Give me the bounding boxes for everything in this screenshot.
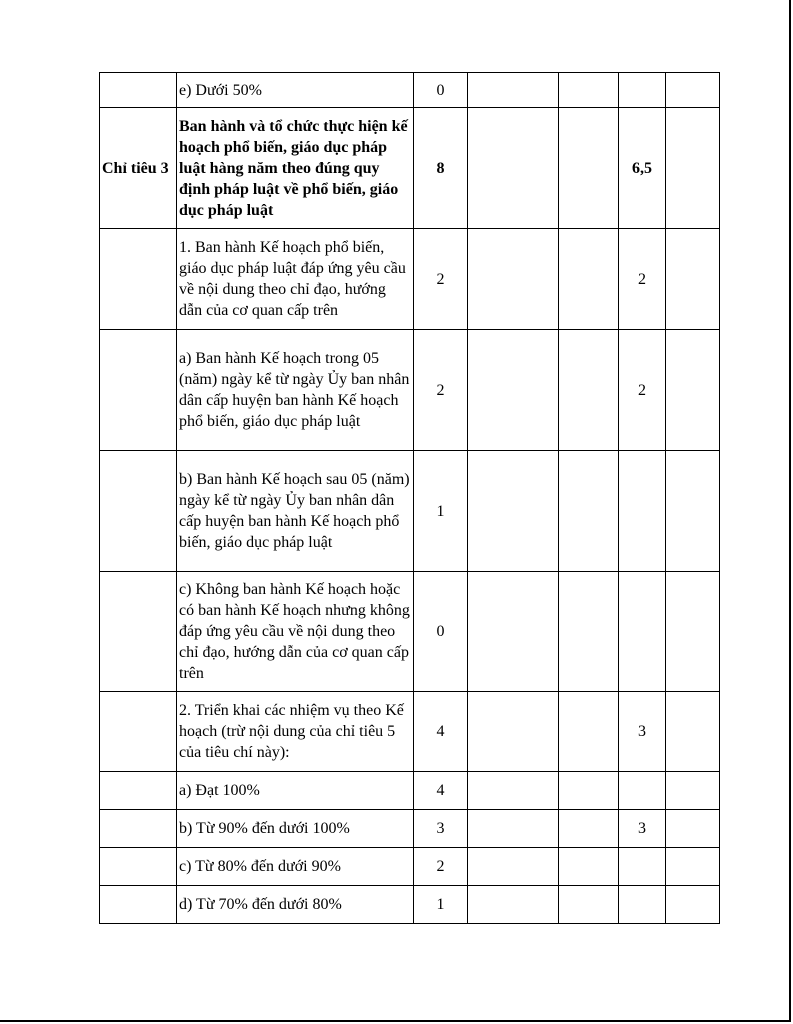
row-col7-cell — [666, 572, 720, 692]
row-score-cell — [619, 886, 666, 924]
table-row — [100, 886, 720, 924]
row-max-score-cell: 3 — [414, 810, 468, 848]
table-row — [100, 572, 720, 692]
row-stt-cell — [100, 229, 177, 330]
row-col5-cell — [559, 451, 619, 572]
row-max-score-cell: 2 — [414, 848, 468, 886]
table-row — [100, 848, 720, 886]
row-col7-cell — [666, 73, 720, 108]
row-max-score-cell: 2 — [414, 330, 468, 451]
row-content-cell: 1. Ban hành Kế hoạch phổ biến, giáo dục pháp luật đáp ứng yêu cầu về nội dung theo chỉ đạo, hướng dẫn của cơ quan cấp trên — [177, 229, 414, 330]
row-max-score-cell: 1 — [414, 451, 468, 572]
row-max-score-cell: 0 — [414, 572, 468, 692]
row-col4-cell — [468, 572, 559, 692]
row-max-score-cell: 2 — [414, 229, 468, 330]
row-content-cell: b) Ban hành Kế hoạch sau 05 (năm) ngày kể từ ngày Ủy ban nhân dân cấp huyện ban hành Kế hoạch phổ biến, giáo dục pháp luật — [177, 451, 414, 572]
row-col5-cell — [559, 572, 619, 692]
row-score-cell — [619, 73, 666, 108]
row-col7-cell — [666, 772, 720, 810]
table-row — [100, 330, 720, 451]
row-col5-cell — [559, 330, 619, 451]
table-row — [100, 108, 720, 229]
row-content-cell: a) Ban hành Kế hoạch trong 05 (năm) ngày kể từ ngày Ủy ban nhân dân cấp huyện ban hành Kế hoạch phổ biến, giáo dục pháp luật — [177, 330, 414, 451]
row-col7-cell — [666, 886, 720, 924]
row-content-cell: b) Từ 90% đến dưới 100% — [177, 810, 414, 848]
table-row — [100, 810, 720, 848]
row-col5-cell — [559, 810, 619, 848]
row-stt-cell — [100, 572, 177, 692]
row-stt-cell: Chỉ tiêu 3 — [100, 108, 177, 229]
criteria-table — [99, 72, 720, 924]
row-max-score-cell: 0 — [414, 73, 468, 108]
table-row — [100, 451, 720, 572]
row-col4-cell — [468, 330, 559, 451]
row-col4-cell — [468, 229, 559, 330]
row-max-score-cell: 4 — [414, 772, 468, 810]
row-content-cell: c) Từ 80% đến dưới 90% — [177, 848, 414, 886]
row-score-cell: 6,5 — [619, 108, 666, 229]
row-stt-cell — [100, 886, 177, 924]
row-content-cell: Ban hành và tổ chức thực hiện kế hoạch phổ biến, giáo dục pháp luật hàng năm theo đúng quy định pháp luật về phổ biến, giáo dục pháp luật — [177, 108, 414, 229]
row-col4-cell — [468, 108, 559, 229]
row-col7-cell — [666, 810, 720, 848]
criteria-table-body — [100, 73, 720, 924]
table-row — [100, 772, 720, 810]
row-col5-cell — [559, 886, 619, 924]
row-col7-cell — [666, 848, 720, 886]
row-col5-cell — [559, 229, 619, 330]
row-col5-cell — [559, 73, 619, 108]
row-score-cell: 3 — [619, 692, 666, 772]
table-row — [100, 692, 720, 772]
row-col4-cell — [468, 886, 559, 924]
row-col5-cell — [559, 108, 619, 229]
row-content-cell: a) Đạt 100% — [177, 772, 414, 810]
row-stt-cell — [100, 692, 177, 772]
row-max-score-cell: 1 — [414, 886, 468, 924]
row-stt-cell — [100, 451, 177, 572]
row-score-cell — [619, 572, 666, 692]
row-content-cell: 2. Triển khai các nhiệm vụ theo Kế hoạch (trừ nội dung của chỉ tiêu 5 của tiêu chí này): — [177, 692, 414, 772]
row-col5-cell — [559, 848, 619, 886]
row-stt-cell — [100, 772, 177, 810]
row-col7-cell — [666, 229, 720, 330]
row-max-score-cell: 4 — [414, 692, 468, 772]
row-score-cell — [619, 451, 666, 572]
row-col7-cell — [666, 451, 720, 572]
row-score-cell: 3 — [619, 810, 666, 848]
row-stt-cell — [100, 810, 177, 848]
row-col5-cell — [559, 772, 619, 810]
row-col5-cell — [559, 692, 619, 772]
table-row — [100, 229, 720, 330]
row-col4-cell — [468, 73, 559, 108]
row-max-score-cell: 8 — [414, 108, 468, 229]
row-score-cell — [619, 772, 666, 810]
row-col4-cell — [468, 451, 559, 572]
row-stt-cell — [100, 848, 177, 886]
row-col4-cell — [468, 810, 559, 848]
table-row — [100, 73, 720, 108]
row-col7-cell — [666, 692, 720, 772]
row-col4-cell — [468, 848, 559, 886]
row-col7-cell — [666, 330, 720, 451]
row-score-cell: 2 — [619, 330, 666, 451]
row-col4-cell — [468, 692, 559, 772]
row-content-cell: e) Dưới 50% — [177, 73, 414, 108]
row-stt-cell — [100, 330, 177, 451]
row-content-cell: c) Không ban hành Kế hoạch hoặc có ban hành Kế hoạch nhưng không đáp ứng yêu cầu về nội dung theo chỉ đạo, hướng dẫn của cơ quan cấp trên — [177, 572, 414, 692]
row-col7-cell — [666, 108, 720, 229]
row-score-cell — [619, 848, 666, 886]
row-content-cell: d) Từ 70% đến dưới 80% — [177, 886, 414, 924]
row-stt-cell — [100, 73, 177, 108]
row-col4-cell — [468, 772, 559, 810]
row-score-cell: 2 — [619, 229, 666, 330]
